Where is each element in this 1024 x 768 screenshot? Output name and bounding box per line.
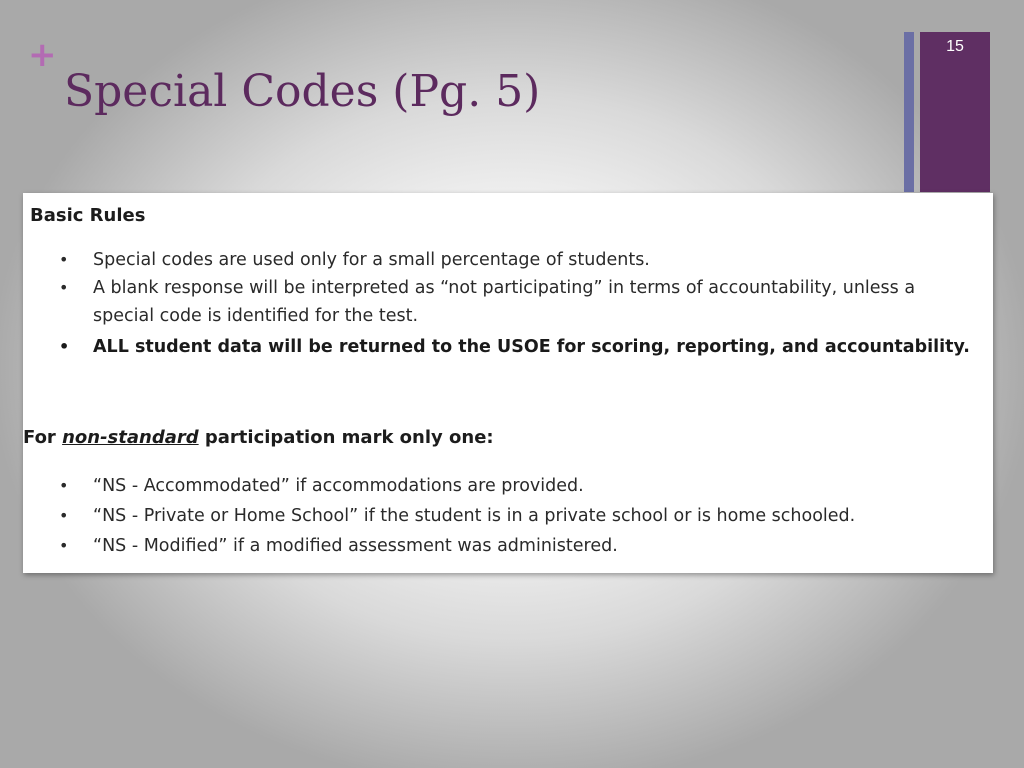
bullet-icon: •	[59, 250, 69, 269]
basic-rules-list	[23, 246, 993, 361]
plus-icon: +	[28, 35, 57, 75]
heading-suffix: participation mark only one:	[198, 427, 494, 448]
list-item	[23, 531, 993, 561]
non-standard-heading	[23, 427, 494, 448]
heading-prefix: For	[23, 427, 63, 448]
bullet-icon: •	[59, 536, 69, 555]
accent-bar-thin	[904, 32, 914, 192]
rule-text: ALL student data will be returned to the USOE for scoring, reporting, and accountability.	[93, 337, 970, 357]
list-item	[23, 333, 993, 361]
bullet-icon: •	[59, 337, 70, 356]
basic-rules-heading: Basic Rules	[30, 205, 146, 226]
slide-number: 15	[946, 38, 964, 55]
list-item	[23, 501, 993, 531]
list-item	[23, 246, 993, 274]
accent-bar-wide	[920, 32, 990, 192]
list-item	[23, 471, 993, 501]
rule-text: Special codes are used only for a small percentage of students.	[93, 250, 650, 270]
bullet-icon: •	[59, 278, 69, 297]
heading-emphasis: non-standard	[62, 427, 199, 448]
option-text: “NS - Modified” if a modified assessment was administered.	[93, 536, 618, 556]
slide-title: Special Codes (Pg. 5)	[64, 66, 541, 117]
list-item	[23, 274, 993, 330]
option-text: “NS - Accommodated” if accommodations are provided.	[93, 476, 584, 496]
rule-text: A blank response will be interpreted as “not participating” in terms of accountability, unless a special code is identified for the test.	[93, 278, 916, 326]
rules-image-box	[23, 193, 993, 573]
bullet-icon: •	[59, 506, 69, 525]
bullet-icon: •	[59, 476, 69, 495]
option-text: “NS - Private or Home School” if the student is in a private school or is home schooled.	[93, 506, 856, 526]
non-standard-list	[23, 471, 993, 561]
